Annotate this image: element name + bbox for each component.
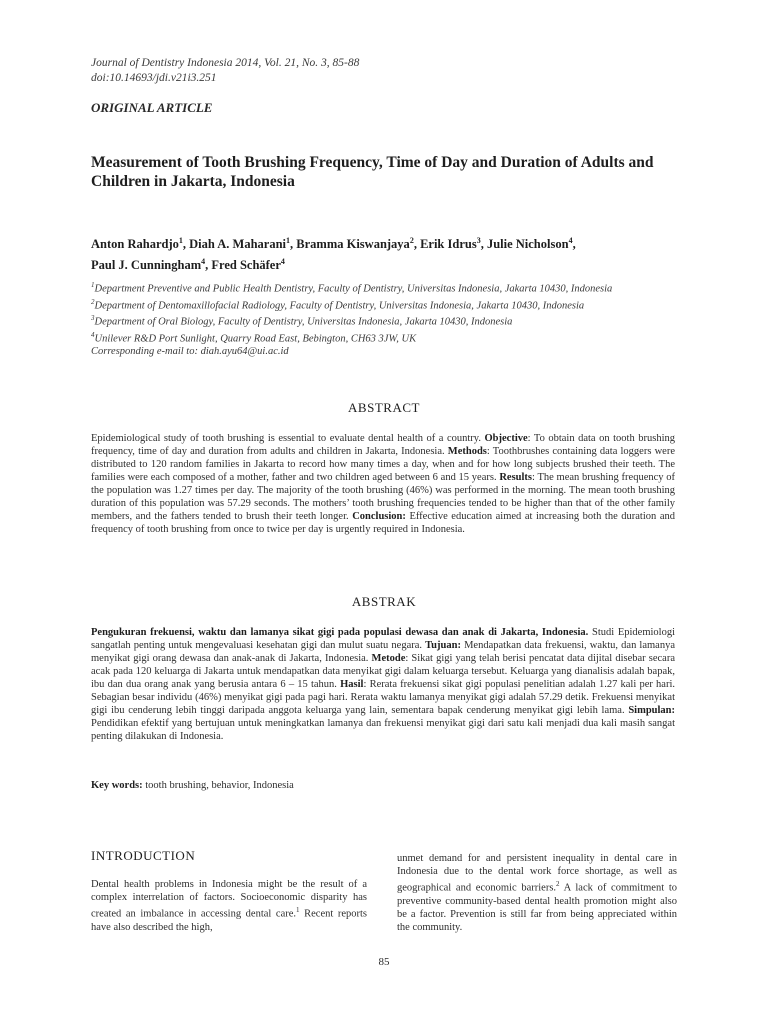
affiliation [91,329,681,346]
intro-right-text: unmet demand for and persistent inequality in dental care in Indonesia due to the dental work force shortage, as well as geographical and economic barriers. [397,853,677,894]
author-affil-mark: 1 [178,236,183,245]
affiliation [91,279,681,296]
abstrak-metode: : Sikat gigi yang telah berisi pencatat data dijital disebar secara acak pada 120 keluarga di Jakarta untuk mendapatkan data menyikat gigi dalam keluarga tersebut. Keluarga yang dianalisis adalah bapak, ibu dan dua orang anak yang berusia antara 6 – 15 tahun. [91,653,675,690]
abstrak-tujuan-label: Tujuan: [425,640,461,651]
corresponding-email: Corresponding e-mail to: diah.ayu64@ui.ac.id [91,346,289,357]
abstract-results-label: Results [499,472,533,483]
journal-citation: Journal of Dentistry Indonesia 2014, Vol. 21, No. 3, 85-88 [91,57,360,69]
author-affil-mark: 4 [568,236,573,245]
intro-right-text-cont: A lack of commitment to preventive community-based dental health promotion might also be a factor. Prevention is still far from being appreciated within the community. [397,882,677,933]
author-separator: , [480,237,487,252]
keywords-text: tooth brushing, behavior, Indonesia [142,780,294,791]
keywords [91,780,294,791]
author-affil-mark: 2 [409,236,414,245]
abstract-heading: ABSTRACT [348,400,420,415]
affiliation-text: Unilever R&D Port Sunlight, Quarry Road East, Bebington, CH63 3JW, UK [94,333,417,344]
journal-header [91,56,359,86]
article-title: Measurement of Tooth Brushing Frequency, Time of Day and Duration of Adults and Children in Jakarta, Indonesia [91,154,654,190]
affiliation-number: 3 [91,314,95,322]
citation-ref: 2 [556,880,560,888]
affiliation-number: 4 [91,330,95,339]
abstrak-text [91,626,675,743]
doi-line: doi:10.14693/jdi.v21i3.251 [91,72,217,84]
abstract-conclusion-label: Conclusion: [352,511,406,522]
author-separator: , [413,237,421,252]
citation-ref: 1 [296,906,300,914]
affiliation-number: 1 [91,281,95,289]
introduction-left-column [91,878,367,934]
author-name: Julie Nicholson [486,237,569,252]
abstrak-simpulan-label: Simpulan: [628,705,675,716]
page-number: 85 [378,956,390,968]
abstract-objective: : To obtain data on tooth brushing frequency, time of day and duration from adults and children in Jakarta, Indonesia. [91,433,675,457]
abstrak-simpulan: Pendidikan efektif yang bertujuan untuk meningkatkan lamanya dan frekuensi menyikat gigi dari satu kali menjadi dua kali masih sangat penting dilakukan di Indonesia. [91,718,675,742]
abstrak-tujuan: Mendapatkan data frekuensi, waktu, dan lamanya menyikat gigi orang dewasa dan anak-anak di Jakarta, Indonesia. [91,640,675,664]
abstract-text [91,432,675,536]
author-name: Bramma Kiswanjaya [296,237,410,252]
author-name: Paul J. Cunningham [91,258,202,273]
affiliation [91,312,681,329]
introduction-right-column [397,852,677,934]
affiliation-number: 2 [91,297,95,306]
abstrak-metode-label: Metode [371,653,406,664]
abstract-conclusion: Effective education aimed at increasing both the duration and frequency of tooth brushing from once to twice per day is urgently required in Indonesia. [91,511,675,535]
abstrak-hasil-label: Hasil [340,679,364,690]
affiliation [91,296,681,313]
author-affil-mark: 4 [280,257,285,267]
author-separator: , [572,237,576,252]
affiliation-text: Department Preventive and Public Health Dentistry, Faculty of Dentistry, Universitas Indonesia, Jakarta 10430, Indonesia [94,283,613,295]
author-affil-mark: 4 [201,257,206,267]
abstrak-hasil: : Rerata frekuensi sikat gigi populasi penelitian adalah 1.27 kali per hari. Sebagian besar individu (46%) menyikat gigi pada pagi hari. Rerata waktu lamanya menyikat gigi adalah 57.29 detik. Frekuensi menyikat gigi ibu cenderung lebih tinggi daripada anggota keluarga yang lain, sementara bapak cenderung menyikat gigi lebih lama. [91,679,676,716]
author-name: Fred Schäfer [211,258,281,273]
affiliation-list [91,279,681,358]
affiliation-text: Department of Dentomaxillofacial Radiology, Faculty of Dentistry, Universitas Indonesia, Jakarta 10430, Indonesia [94,300,585,311]
abstract-results: : The mean brushing frequency of the population was 1.27 times per day. The majority of the tooth brushing (46%) was performed in the morning. The mean tooth brushing duration of this population was 57.29 seconds. The mothers’ tooth brushing frequencies tended to be higher than that of the other family members, and the fathers tended to brush their teeth longer. [91,472,676,522]
author-affil-mark: 1 [286,236,291,245]
keywords-label: Key words: [91,780,143,791]
author-affil-mark: 3 [476,236,481,245]
abstrak-intro: Studi Epidemiologi sangatlah penting untuk mengevaluasi kesehatan gigi dan mulut suatu negara. [91,627,675,651]
author-name: Diah A. Maharani [189,237,287,252]
author-separator: , [290,237,297,252]
author-name: Anton Rahardjo [91,237,179,252]
author-separator: , [182,237,190,252]
author-separator: , [205,258,212,273]
author-list [91,232,681,274]
abstract-objective-label: Objective [484,433,528,444]
article-type: ORIGINAL ARTICLE [91,100,213,115]
intro-left-text: Dental health problems in Indonesia might be the result of a complex interrelation of factors. Socioeconomic disparity has created an imbalance in accessing dental care. [91,879,367,920]
affiliation-text: Department of Oral Biology, Faculty of Dentistry, Universitas Indonesia, Jakarta 10430, Indonesia [94,316,513,328]
abstract-methods: : Toothbrushes containing data loggers were distributed to 120 random families in Jakarta to record how many times a day, when and for how long subjects brushed their teeth. The families were each composed of a mother, father and two children aged between 6 and 15 years. [91,446,675,483]
abstract-intro: Epidemiological study of tooth brushing is essential to evaluate dental health of a country. [91,433,485,444]
intro-left-text-cont: Recent reports have also described the high, [91,908,368,933]
introduction-heading: INTRODUCTION [91,848,196,863]
author-name: Erik Idrus [420,237,477,252]
abstrak-heading: ABSTRAK [351,594,417,609]
abstrak-title: Pengukuran frekuensi, waktu dan lamanya sikat gigi pada populasi dewasa dan anak di Jakarta, Indonesia. [91,627,589,638]
abstract-methods-label: Methods [447,446,487,457]
